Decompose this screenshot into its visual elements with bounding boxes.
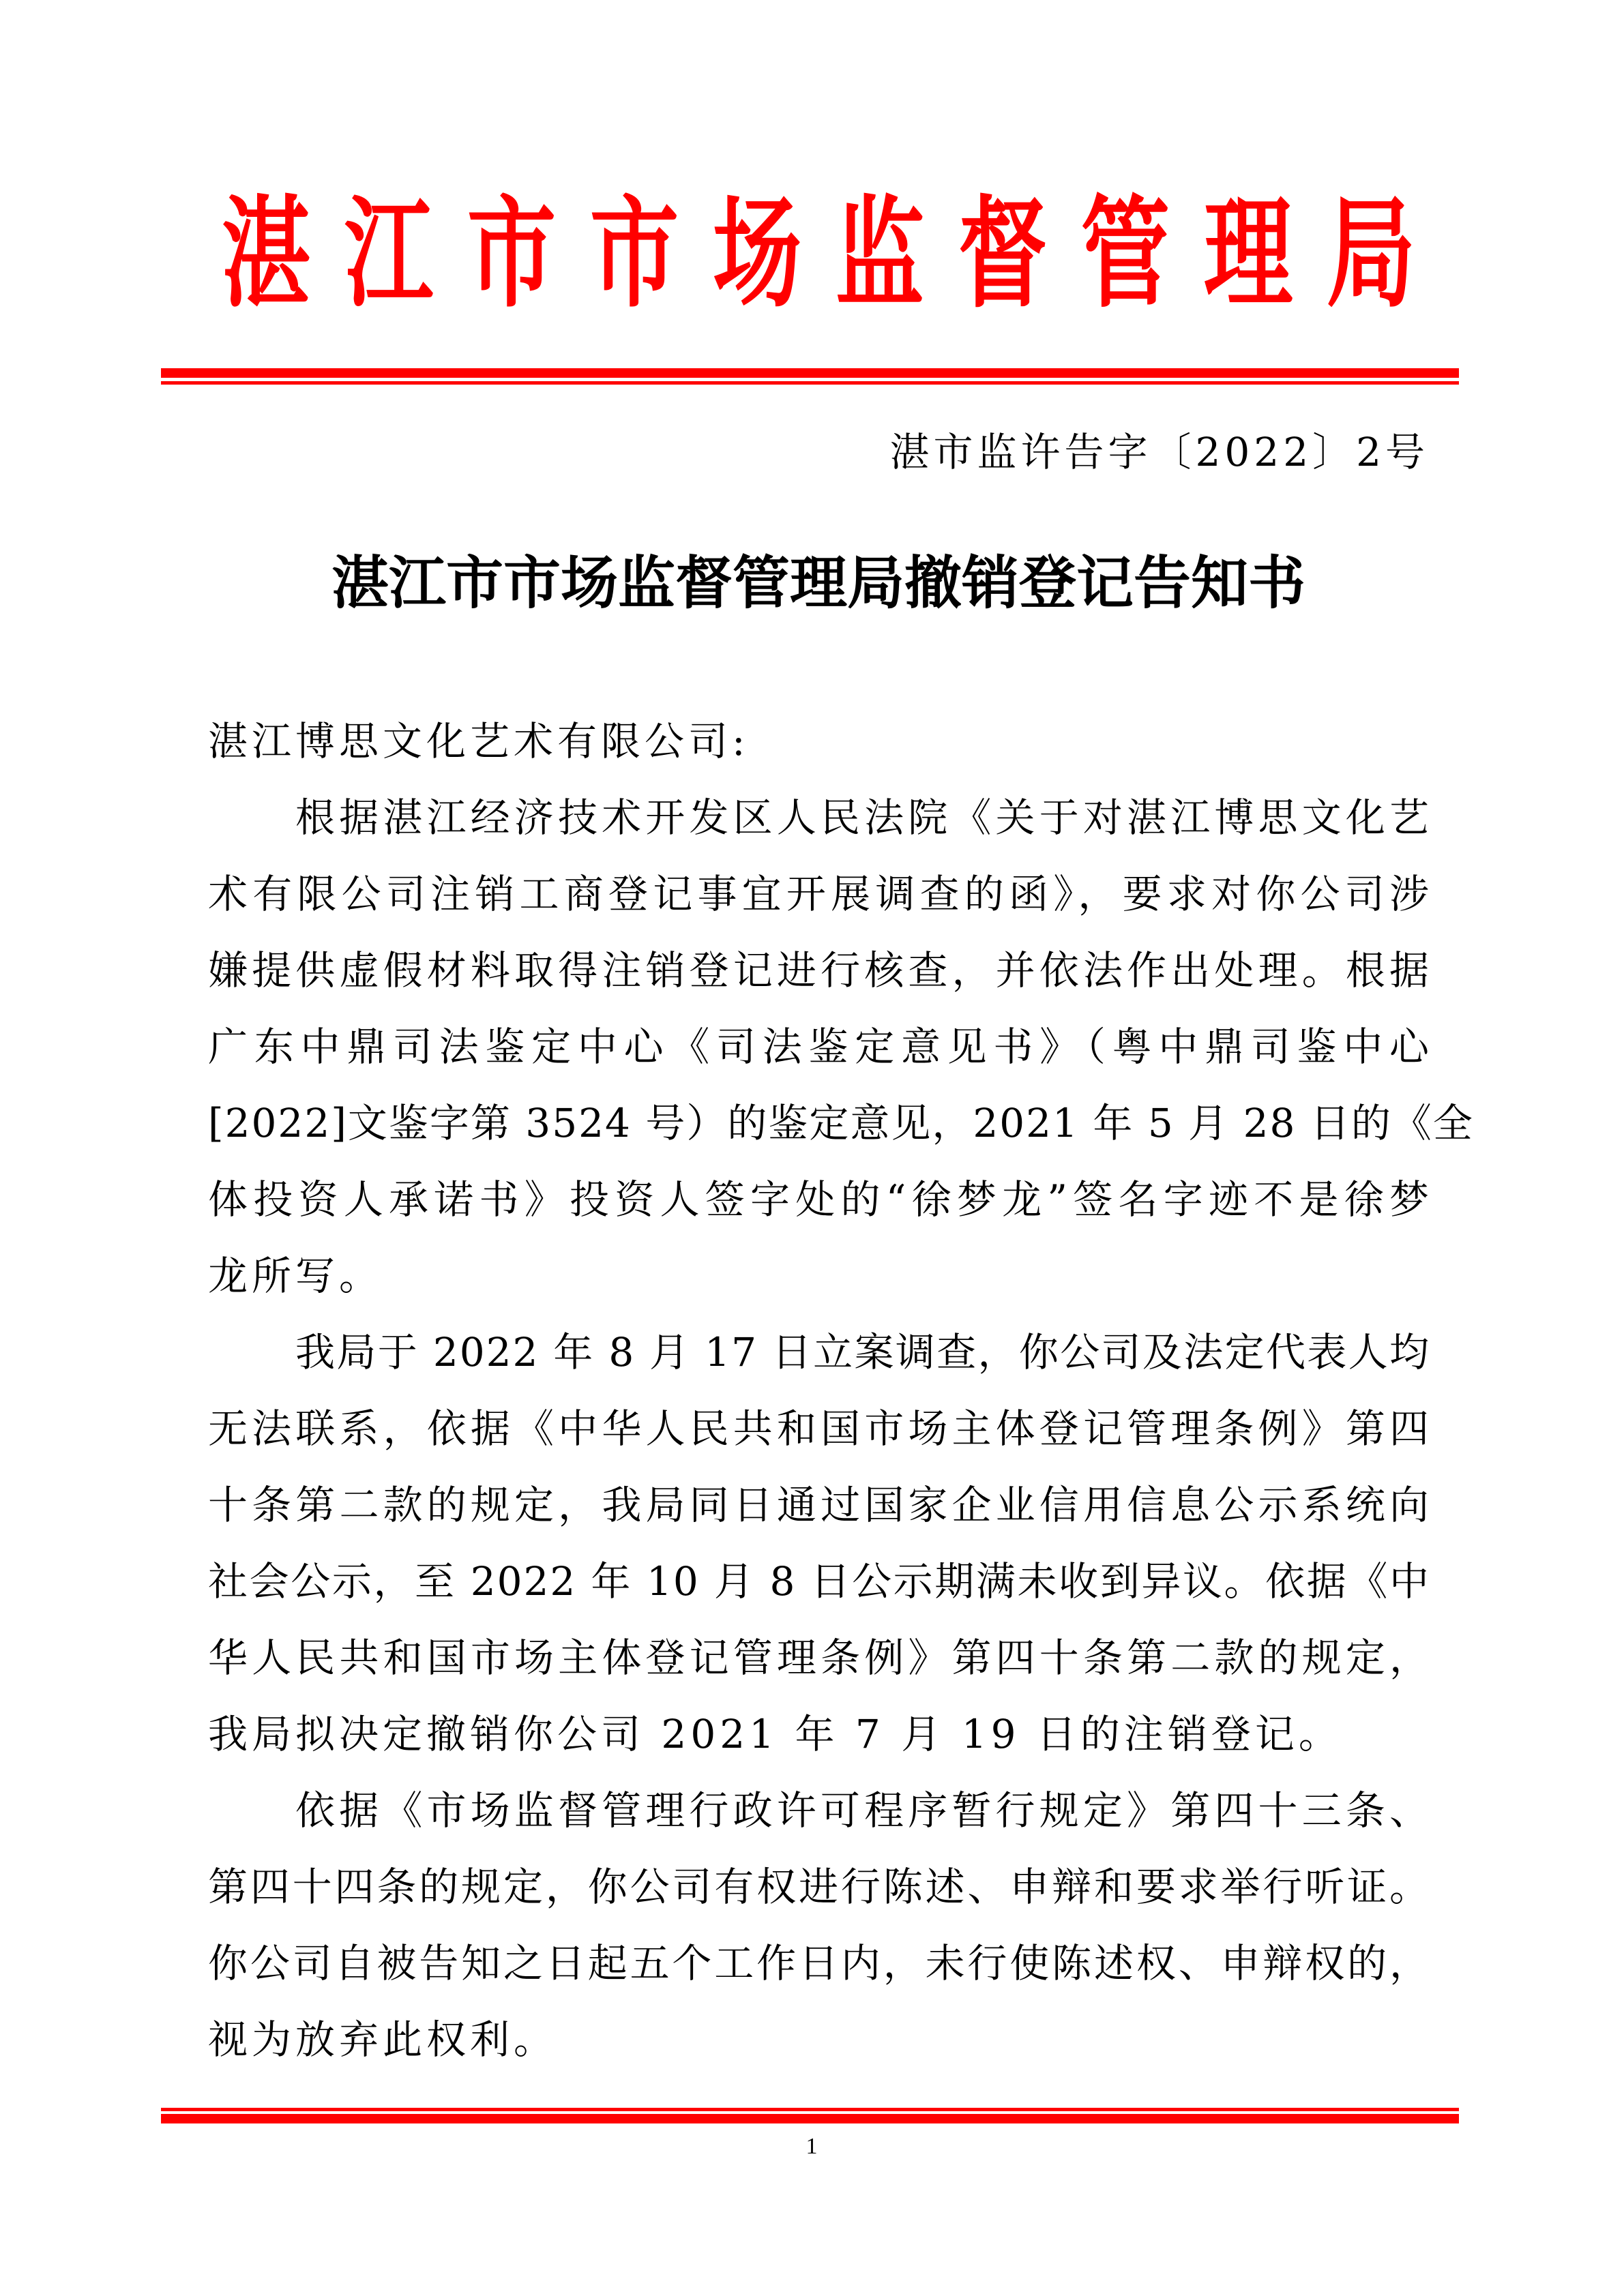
body-line: [2022]文鉴字第 3524 号）的鉴定意见，2021 年 5 月 28 日的《全 bbox=[208, 1100, 1474, 1146]
letterhead-char: 监 bbox=[835, 183, 925, 324]
body-line: 你公司自被告知之日起五个工作日内，未行使陈述权、申辩权的， bbox=[208, 1940, 1430, 1986]
body-line: 社会公示，至 2022 年 10 月 8 日公示期满未收到异议。依据《中 bbox=[208, 1558, 1430, 1605]
body-line: 体投资人承诺书》投资人签字处的“徐梦龙”签名字迹不是徐梦 bbox=[208, 1176, 1430, 1223]
document-body bbox=[208, 713, 1474, 2087]
body-line: 第四十四条的规定，你公司有权进行陈述、申辩和要求举行听证。 bbox=[208, 1864, 1430, 1910]
body-line: 无法联系，依据《中华人民共和国市场主体登记管理条例》第四 bbox=[208, 1405, 1430, 1452]
body-line: 我局拟决定撤销你公司 2021 年 7 月 19 日的注销登记。 bbox=[208, 1711, 1342, 1757]
body-line: 术有限公司注销工商登记事宜开展调查的函》，要求对你公司涉 bbox=[208, 871, 1430, 917]
page-number: 1 bbox=[806, 2134, 818, 2159]
letterhead-char: 局 bbox=[1326, 183, 1416, 324]
footer-rule-thin bbox=[161, 2108, 1459, 2111]
letterhead-char: 市 bbox=[589, 183, 679, 324]
letterhead-char: 理 bbox=[1203, 183, 1293, 324]
body-line: 嫌提供虚假材料取得注销登记进行核查，并依法作出处理。根据 bbox=[208, 947, 1430, 994]
body-line: 龙所写。 bbox=[208, 1253, 383, 1299]
letterhead-char: 督 bbox=[958, 183, 1048, 324]
body-line: 华人民共和国市场主体登记管理条例》第四十条第二款的规定， bbox=[208, 1635, 1430, 1681]
body-line: 广东中鼎司法鉴定中心《司法鉴定意见书》（粤中鼎司鉴中心 bbox=[208, 1024, 1430, 1070]
body-line: 我局于 2022 年 8 月 17 日立案调查，你公司及法定代表人均 bbox=[295, 1329, 1430, 1375]
letterhead-char: 市 bbox=[467, 183, 557, 324]
letterhead-char: 场 bbox=[712, 183, 802, 324]
letterhead-char: 湛 bbox=[221, 183, 311, 324]
header-rule-thin bbox=[161, 381, 1459, 385]
body-line: 视为放弃此权利。 bbox=[208, 2016, 558, 2063]
document-number: 湛市监许告字〔2022〕2号 bbox=[889, 429, 1429, 475]
body-line: 根据湛江经济技术开发区人民法院《关于对湛江博思文化艺 bbox=[295, 794, 1430, 841]
footer-rule-thick bbox=[161, 2114, 1459, 2123]
body-line: 十条第二款的规定，我局同日通过国家企业信用信息公示系统向 bbox=[208, 1482, 1430, 1528]
letterhead-organization-name bbox=[205, 179, 1432, 329]
header-rule-thick bbox=[161, 368, 1459, 378]
letterhead-char: 管 bbox=[1080, 183, 1170, 324]
body-line: 依据《市场监督管理行政许可程序暂行规定》第四十三条、 bbox=[295, 1787, 1430, 1834]
addressee: 湛江博思文化艺术有限公司: bbox=[208, 718, 750, 764]
letterhead-char: 江 bbox=[344, 183, 434, 324]
document-title: 湛江市市场监督管理局撤销登记告知书 bbox=[331, 549, 1305, 616]
